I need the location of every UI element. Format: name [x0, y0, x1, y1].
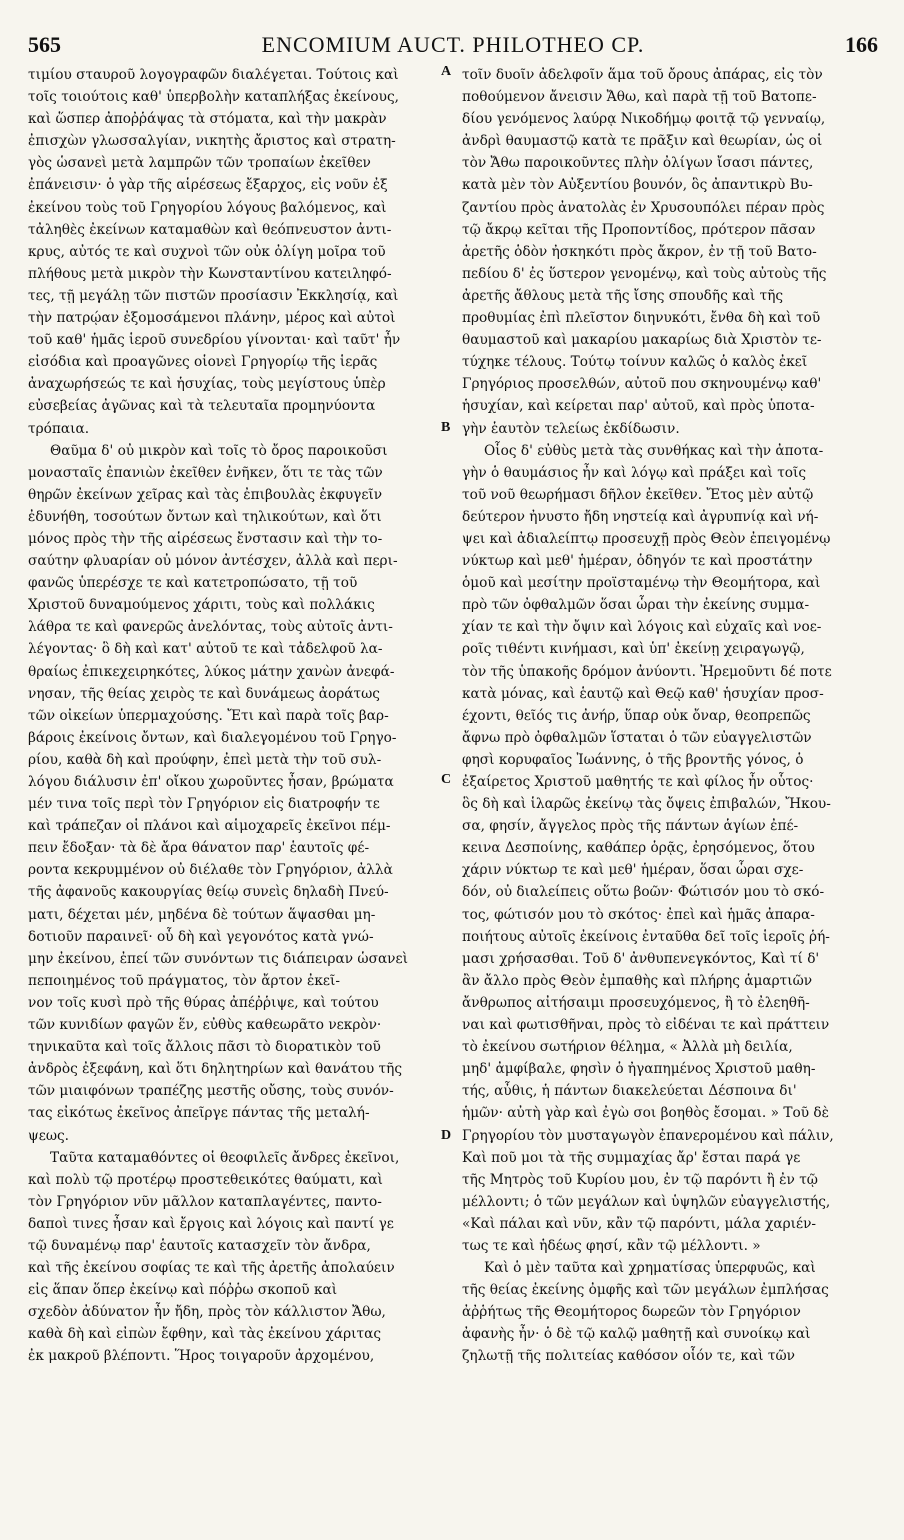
text-line: Οἷος δ' εὐθὺς μετὰ τὰς συνθήκας καὶ τὴν ἀποτα- [484, 442, 824, 459]
text-line: τας εἰκότως ἐκεῖνος ἀπεῖργε πάντας τῆς μεταλή- [28, 1105, 370, 1122]
text-line: ἀνδρὶ θαυμαστῷ κατὰ τε πρᾶξιν καὶ θεωρίαν, ὡς οἱ [462, 133, 823, 150]
text-line: πλήθους μετὰ μικρὸν τὴν Κωνσταντίνου κατειληφό- [28, 265, 392, 282]
text-line: τύχηκε τέλους. Τούτῳ τοίνυν καλῶς ὁ καλὸς ἐκεῖ [462, 354, 808, 371]
paragraph [462, 1257, 874, 1367]
text-line: Ταῦτα καταμαθόντες οἱ θεοφιλεῖς ἄνδρες ἐκεῖνοι, [50, 1149, 400, 1166]
text-line: Θαῦμα δ' οὐ μικρὸν καὶ τοῖς τὸ ὄρος παροικοῦσι [50, 442, 388, 459]
text-line: Γρηγόριος προσελθών, αὐτοῦ που σκηνουμένῳ καθ' [462, 376, 822, 393]
text-line: Χριστοῦ δυναμούμενος χάριτι, τοὺς καὶ πολλάκις [28, 597, 375, 614]
margin-marker-a: A [441, 64, 452, 79]
text-line: τῷ δυναμένῳ παρ' ἑαυτοῖς κατασχεῖν τὸν ἄνδρα, [28, 1237, 371, 1254]
text-line: κρυς, αὐτός τε καὶ συχνοὶ τῶν οὐκ ὀλίγη μοῖρα τοῦ [28, 243, 386, 260]
text-line: ἐπάνεισιν· ὁ γὰρ τῆς αἱρέσεως ἔξαρχος, εἰς νοῦν ἐξ [28, 177, 388, 194]
text-line: ναι καὶ φωτισθῆναι, πρὸς τὸ εἰδέναι τε καὶ πράττειν [462, 1017, 830, 1034]
paragraph [28, 440, 438, 1147]
text-line: εἰς ἅπαν ὅπερ ἐκείνῳ καὶ πόῤῥω σκοποῦ καὶ [28, 1282, 338, 1299]
text-line: ἀναχωρήσεώς τε καὶ ἡσυχίας, τοὺς μεγίστους ὑπὲρ [28, 376, 386, 393]
text-line: τος, φώτισόν μου τὸ σκότος· ἐπεὶ καὶ ἡμᾶς ἀπαρα- [462, 906, 815, 923]
text-line: καθὰ δὴ καὶ εἰπὼν ἔφθην, καὶ τὰς ἐκείνου χάριτας [28, 1326, 381, 1343]
text-line: πεδίου δ' ἐς ὕστερον γενομένῳ, καὶ τοὺς αὐτοὺς τῆς [462, 265, 827, 282]
text-line: δόν, οὐ διαλείπεις οὕτω βοῶν· Φώτισόν μου τὸ σκό- [462, 884, 825, 901]
text-line: ἄνθρωπος αἰτήσαιμι προσευχόμενος, ἢ τὸ ἐλεηθῆ- [462, 994, 810, 1011]
text-line: τοῦ νοῦ θεωρήμασι δῆλον ἐκεῖθεν. Ἔτος μὲν αὐτῷ [462, 486, 814, 503]
text-line: βάροις ἐκείνοις ὄντων, καὶ διαλεγομένου τοῦ Γρηγο- [28, 729, 397, 746]
text-line: λέγοντας· ὃ δὴ καὶ κατ' αὐτοῦ τε καὶ τἀδελφοῦ λα- [28, 641, 383, 658]
text-line: τὸ ἐκείνου σωτήριον θέλημα, « Ἀλλὰ μὴ δειλία, [462, 1039, 793, 1056]
text-line: μονασταῖς ἐπανιὼν ἐκεῖθεν ἐνῆκεν, ὅτι τε τὰς τῶν [28, 464, 383, 481]
text-line: μόνος πρὸς τὴν τῆς αἱρέσεως ἔνστασιν καὶ τὴν το- [28, 530, 383, 547]
text-line: φανῶς ὑπερέσχε τε καὶ κατετροπώσατο, τῇ τοῦ [28, 575, 358, 592]
text-line: ἂν ἄλλο πρὸς Θεὸν ἐμπαθὴς καὶ πλήρης ἁμαρτιῶν [462, 972, 813, 989]
text-line: τῶν οἰκείων ὑπερμαχούσης. Ἔτι καὶ παρὰ τοῖς βαρ- [28, 707, 389, 724]
text-line: δίου γενόμενος λαύρᾳ Νικοδήμῳ φοιτᾷ τῷ γενναίῳ, [462, 111, 826, 128]
text-line: λόγου διάλυσιν ἐπ' οἴκου χωροῦντες ἦσαν, βρώματα [28, 774, 394, 790]
text-line: Καὶ ὁ μὲν ταῦτα καὶ χρηματίσας ὑπερφυῶς, καὶ [484, 1260, 816, 1277]
page-number-right: 166 [845, 32, 878, 57]
text-line: Γρηγορίου τὸν μυσταγωγὸν ἐπανερομένου καὶ πάλιν, [462, 1127, 834, 1144]
text-line: τὸν τῆς ὑπακοῆς δρόμον ἀνύοντι. Ἠρεμοῦντι δέ ποτε [462, 663, 832, 680]
text-line: τὸν Γρηγόριον νῦν μᾶλλον καταπλαγέντες, παντο- [28, 1193, 382, 1210]
text-line: σαύτην φλυαρίαν οὐ μόνον ἀντέσχεν, ἀλλὰ καὶ περι- [28, 553, 398, 570]
margin-marker-d: D [441, 1128, 452, 1143]
text-line: μην ἐκείνου, ἐπεί τῶν συνόντων τις διάπειραν ὡσανεὶ [28, 950, 408, 967]
left-column [28, 64, 438, 1368]
text-line: ἐξαίρετος Χριστοῦ μαθητής τε καὶ φίλος ἦν οὗτος· [462, 774, 814, 790]
text-line: τες, τῇ μεγάλῃ τῶν πιστῶν προσίασιν Ἐκκλησίᾳ, καὶ [28, 287, 399, 304]
text-line: ποιήτους αὐτοῖς ἐκείνοις ἐνταῦθα δεῖ τοῖς ἱεροῖς ῥή- [462, 928, 830, 945]
text-line: κεινα Δεσποίνης, καθάπερ ὁρᾷς, ἐρησόμενος, ὅτου [462, 840, 815, 857]
text-line: τοῦ καθ' ἡμᾶς ἱεροῦ συνεδρίου γίνονται· καὶ ταῦτ' ἦν [28, 332, 401, 349]
text-line: λάθρα τε καὶ φανερῶς ἀνελόντας, τοὺς αὐτοῖς ἀντι- [28, 619, 393, 636]
text-line: δαποὶ τινες ἦσαν καὶ ἔργοις καὶ λόγοις καὶ παντί γε [28, 1215, 394, 1232]
margin-marker-b: B [441, 420, 451, 435]
text-line: τής, αὖθις, ἡ πάντων διακελεύεται Δέσποινα δι' [462, 1083, 797, 1100]
text-line: εὐσεβείας ἀγῶνας καὶ τὰ τελευταῖα προμηνύοντα [28, 398, 376, 415]
text-line: ἀνδρὸς ἐξεφάνη, καὶ ὅτι δηλητηρίων καὶ θανάτου τῆς [28, 1061, 403, 1078]
text-line: ὃς δὴ καὶ ἱλαρῶς ἐκείνῳ τὰς ὄψεις ἐπιβαλών, Ἤκου- [462, 796, 831, 813]
text-line: πρὸ τῶν ὀφθαλμῶν ὅσαι ὧραι τὴν ἐκείνης συμμα- [462, 597, 810, 614]
paragraph [462, 64, 874, 440]
text-line: τως τε καὶ ἡδέως φησί, κἂν τῷ μέλλοντι. » [462, 1237, 761, 1254]
text-line: νον τοῖς κυσὶ πρὸ τῆς θύρας ἀπέῤῥιψε, καὶ τούτου [28, 994, 379, 1011]
text-line: κατὰ μὲν τὸν Αὐξεντίου βουνόν, ὃς ἀπαντικρὺ Βυ- [462, 177, 813, 194]
text-line: καὶ πολὺ τῷ προτέρῳ προστεθεικότες θαύματι, καὶ [28, 1171, 383, 1188]
text-line: μέν τινα τοῖς περὶ τὸν Γρηγόριον εἰς διατροφήν τε [28, 796, 380, 813]
text-line: Καὶ ποῦ μοι τὰ τῆς συμμαχίας ἄρ' ἔσται παρά γε [462, 1149, 801, 1166]
text-line: ματι, δέχεται μέν, μηδένα δὲ τούτων ἅψασθαι μη- [28, 906, 376, 923]
text-line: θραίως ἐπικεχειρηκότες, λύκος μάτην χανὼν ἀνεφά- [28, 663, 395, 680]
text-line: χίαν τε καὶ τὴν ὄψιν καὶ λόγοις καὶ εὐχαῖς καὶ νοε- [462, 619, 822, 636]
text-line: τῶν μιαιφόνων τραπέζης μεστῆς οὔσης, τοὺς συνόν- [28, 1083, 394, 1100]
text-line: δεύτερον ἠνυστο ἤδη νηστείᾳ καὶ ἀγρυπνίᾳ καὶ νή- [462, 508, 819, 525]
text-line: τὴν πατρῴαν ἐξομοσάμενοι πλάνην, μέρος καὶ αὐτοὶ [28, 310, 396, 327]
text-line: ἀρετῆς ὁδὸν ἠσκηκότι πρὸς ἄκρον, ἐν τῇ τοῦ Βατο- [462, 243, 817, 260]
text-line: ἐκείνου τοὺς τοῦ Γρηγορίου λόγους βαλόμενος, καὶ [28, 199, 387, 216]
text-line: κατὰ μόνας, καὶ ἑαυτῷ καὶ Θεῷ καθ' ἡσυχίαν προσ- [462, 685, 824, 702]
text-line: ποθούμενον ἄνεισιν Ἄθω, καὶ παρὰ τῇ τοῦ Βατοπε- [462, 89, 817, 106]
text-line: ψει καὶ ἀδιαλείπτῳ προσευχῇ πρὸς Θεὸν ἐπειγομένῳ [462, 530, 831, 547]
text-line: μηδ' ἀμφίβαλε, φησὶν ὁ ἠγαπημένος Χριστοῦ μαθη- [462, 1061, 816, 1078]
text-line: ἡμῶν· αὐτὴ γὰρ καὶ ἐγὼ σοι βοηθὸς ἔσομαι. » Τοῦ δὲ [462, 1105, 829, 1122]
text-line: ζηλωτῇ τῆς πολιτείας καθόσον οἷόν τε, καὶ τῶν [462, 1348, 795, 1365]
text-line: ἀῤῥήτως τῆς Θεομήτορος δωρεῶν τὸν Γρηγόριον [462, 1304, 801, 1321]
text-line: τρόπαια. [28, 420, 90, 437]
text-line: ροντα κεκρυμμένον οὐ διέλαθε τὸν Γρηγόριον, ἀλλὰ [28, 862, 393, 879]
text-line: νησαν, τῆς θείας χειρὸς τε καὶ δυνάμεως ἀοράτως [28, 685, 380, 702]
right-column [462, 64, 874, 1368]
text-line: πειν ἔδοξαν· τὰ δὲ ἄρα θάνατον παρ' ἑαυτοῖς φέ- [28, 840, 370, 857]
text-line: σα, φησίν, ἄγγελος πρὸς τῆς πάντων ἁγίων ἐπέ- [462, 818, 799, 835]
text-line: ροῖς τιθέντι κινήμασι, καὶ ὑπ' ἐκείνῃ χειραγωγῷ, [462, 641, 805, 658]
text-line: έχοντι, θεῖός τις ἀνήρ, ὕπαρ οὐκ ὄναρ, θεοπρεπῶς [462, 707, 811, 724]
text-line: τοῖν δυοῖν ἀδελφοῖν ἅμα τοῦ ὄρους ἀπάρας, εἰς τὸν [462, 67, 823, 83]
text-line: ἐδυνήθη, τοσούτων ὄντων καὶ τηλικούτων, καὶ ὅτι [28, 508, 382, 525]
text-line: ζαντίου πρὸς ἀνατολὰς ἐν Χρυσουπόλει πέραν πρὸς [462, 199, 825, 216]
margin-marker-c: C [441, 772, 452, 787]
text-line: ἐκ μακροῦ βλέποντι. Ἥρος τοιγαροῦν ἀρχομένου, [28, 1348, 375, 1365]
text-line: τῷ ἄκρῳ κεῖται τῆς Προποντίδος, πρότερον πᾶσαν [462, 221, 816, 238]
text-line: ψεως. [28, 1127, 70, 1144]
text-line: τὸν Ἄθω παροικοῦντες πλὴν ὀλίγων ἴσασι πάντες, [462, 155, 814, 172]
text-line: γὴν ὁ θαυμάσιος ἦν καὶ λόγῳ καὶ πράξει καὶ τοῖς [462, 464, 807, 481]
text-line: μέλλοντι; ὁ τῶν μεγάλων καὶ ὑψηλῶν εὐαγγελιστής, [462, 1193, 831, 1210]
text-line: καὶ ὥσπερ ἀποῤῥάψας τὰ στόματα, καὶ τὴν μακρὰν [28, 111, 387, 128]
page-header [28, 30, 878, 64]
text-line: χάριν νύκτωρ τε καὶ μεθ' ἡμέραν, ὅσαι ὧραι σχε- [462, 862, 804, 879]
text-line: ὁμοῦ καὶ μεσίτην προϊσταμένῳ τὴν Θεομήτορα, καὶ [462, 575, 821, 592]
paragraph [28, 64, 438, 440]
text-line: ἐπισχὼν γλωσσαλγίαν, νικητὴς ἄριστος καὶ στρατη- [28, 133, 396, 150]
text-line: ἀρετῆς ἄθλους μετὰ τῆς ἴσης σπουδῆς καὶ τῆς [462, 287, 784, 304]
text-line: τιμίου σταυροῦ λογογραφῶν διαλέγεται. Τούτοις καὶ [28, 67, 399, 83]
text-line: γὸς ὡσανεὶ μετὰ λαμπρῶν τῶν τροπαίων ἐκεῖθεν [28, 155, 371, 172]
text-line: ρίου, καθὰ δὴ καὶ προύφην, ἐπεὶ μετὰ τὴν τοῦ συλ- [28, 751, 382, 768]
text-line: θαυμαστοῦ καὶ μακαρίου μακαρίως διὰ Χριστὸν τε- [462, 332, 822, 349]
text-line: ἡσυχίαν, καὶ κείρεται παρ' αὐτοῦ, καὶ πρὸς ὑποτα- [462, 398, 815, 415]
page-number-left: 565 [28, 32, 61, 57]
text-line: νύκτωρ καὶ μεθ' ἡμέραν, ὁδηγόν τε καὶ προστάτην [462, 553, 813, 570]
text-line: καὶ τράπεζαν οἱ πλάνοι καὶ αἱμοχαρεῖς ἐκεῖνοι πέμ- [28, 818, 391, 835]
text-line: μασι χρήσασθαι. Τοῦ δ' ἀνθυπενεγκόντος, Καὶ τί δ' [462, 950, 820, 967]
text-line: ἀφανὴς ἦν· ὁ δὲ τῷ καλῷ μαθητῇ καὶ συνοίκῳ καὶ [462, 1326, 811, 1343]
text-line: «Καὶ πάλαι καὶ νῦν, κἂν τῷ παρόντι, μάλα χαριέν- [462, 1215, 817, 1232]
text-line: τῆς ἀφανοῦς κακουργίας θείῳ συνεὶς δηλαδὴ Πνεύ- [28, 884, 389, 901]
text-line: τῶν κυνιδίων φαγῶν ἕν, εὐθὺς καθεωρᾶτο νεκρὸν· [28, 1017, 382, 1034]
text-line: τἀληθὲς ἐκείνων καταμαθὼν καὶ θεόπνευστον ἀντι- [28, 221, 392, 238]
text-line: τῆς Μητρὸς τοῦ Κυρίου μου, ἐν τῷ παρόντι ἢ ἐν τῷ [462, 1171, 818, 1188]
text-line: τηνικαῦτα καὶ τοῖς ἄλλοις πᾶσι τὸ διορατικὸν τοῦ [28, 1039, 381, 1056]
paragraph [462, 440, 874, 1257]
text-line: φησὶ κορυφαῖος Ἰωάννης, ὁ τῆς βροντῆς γόνος, ὁ [462, 751, 804, 768]
running-title: ENCOMIUM AUCT. PHILOTHEO CP. [261, 32, 645, 57]
text-line: εἰσόδια καὶ προαγῶνες οἱονεὶ Γρηγορίῳ τῆς ἱερᾶς [28, 354, 378, 371]
text-line: γὴν ἑαυτὸν τελείως ἐκδίδωσιν. [462, 420, 680, 437]
text-line: τοῖς τοιούτοις καθ' ὑπερβολὴν καταπλήξας ἐκείνους, [28, 89, 399, 106]
paragraph [28, 1147, 438, 1368]
text-line: προθυμίας ἐπὶ πλεῖστον διηνυκότι, ἔνθα δὴ καὶ τοῦ [462, 310, 821, 327]
text-line: δοτιοῦν παραινεῖ· οὗ δὴ καὶ γεγονότος κατὰ γνώ- [28, 928, 374, 945]
text-line: καὶ τῆς ἐκείνου σοφίας τε καὶ τῆς ἀρετῆς ἀπολαύειν [28, 1260, 395, 1277]
text-line: ἄφνω πρὸ ὀφθαλμῶν ἵσταται ὁ τῶν εὐαγγελιστῶν [462, 729, 812, 746]
text-line: σχεδὸν ἀδύνατον ἦν ἤδη, πρὸς τὸν κάλλιστον Ἄθω, [28, 1304, 386, 1321]
text-line: τῆς θείας ἐκείνης ὀμφῆς καὶ τῶν μεγάλων ἐμπλήσας [462, 1282, 829, 1299]
text-line: θηρῶν ἐκείνων χεῖρας καὶ τὰς ἐπιβουλὰς ἐκφυγεῖν [28, 486, 383, 503]
text-line: πεποιημένος τοῦ πράγματος, τὸν ἄρτον ἐκεῖ- [28, 972, 340, 989]
